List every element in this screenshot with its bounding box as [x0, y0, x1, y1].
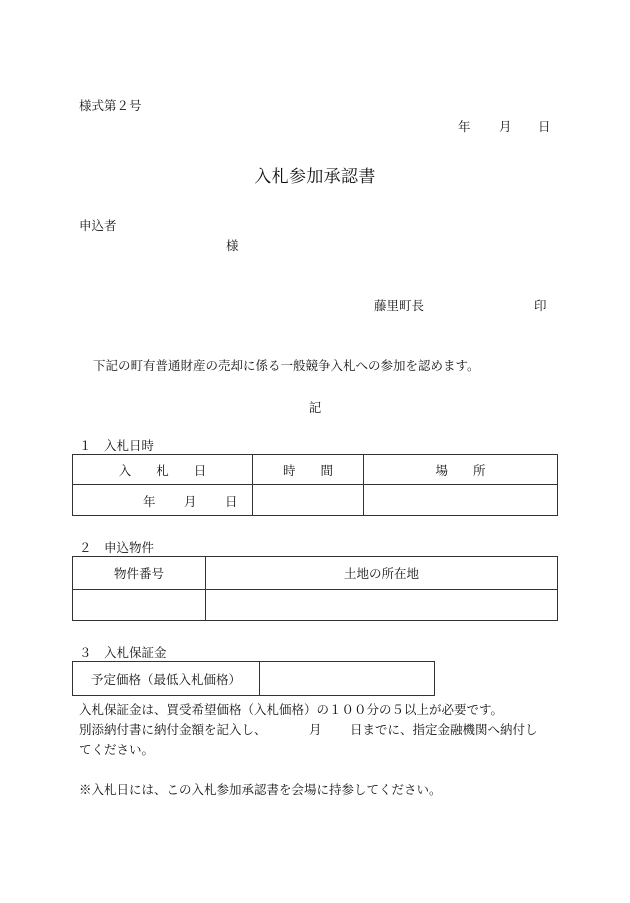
- issuer-name: 藤里町長: [374, 298, 425, 313]
- date-month-label: 月: [499, 119, 512, 134]
- deposit-note-month: 月: [309, 722, 322, 737]
- bid-schedule-table: [72, 454, 558, 516]
- date-day-label: 日: [538, 119, 551, 134]
- bid-date-month: 月: [184, 494, 197, 509]
- section2-heading: ２ 申込物件: [79, 540, 155, 555]
- section3-heading: ３ 入札保証金: [79, 645, 167, 660]
- header-time: 時 間: [253, 455, 364, 485]
- property-number-cell: [73, 590, 206, 621]
- place-cell: [364, 485, 558, 516]
- deposit-table: [72, 661, 435, 696]
- deposit-note-line2-start: 別添納付書に納付金額を記入し、: [79, 722, 267, 737]
- body-text: 下記の町有普通財産の売却に係る一般競争入札への参加を認めます。: [93, 358, 480, 373]
- footer-note: ※入札日には、この入札参加承認書を会場に持参してください。: [79, 782, 442, 797]
- planned-price-value: [260, 662, 435, 696]
- document-title: 入札参加承認書: [254, 167, 376, 187]
- section1-heading: １ 入札日時: [79, 438, 155, 453]
- deposit-note-line2: [79, 720, 559, 736]
- deposit-note-line2-end: 日までに、指定金融機関へ納付し: [350, 722, 538, 737]
- header-property-number: 物件番号: [73, 557, 206, 590]
- header-place: 場 所: [364, 455, 558, 485]
- date-line: [458, 117, 550, 133]
- land-location-cell: [206, 590, 558, 621]
- applicant-honorific: 様: [226, 238, 239, 253]
- bid-date-year: 年: [143, 494, 156, 509]
- property-table: [72, 556, 558, 621]
- seal-mark: 印: [534, 298, 547, 313]
- bid-date-day: 日: [225, 494, 238, 509]
- ki-mark: 記: [308, 400, 322, 415]
- deposit-note-line3: てください。: [79, 742, 155, 757]
- header-bid-date: 入 札 日: [73, 455, 253, 485]
- applicant-label: 申込者: [79, 218, 117, 233]
- date-year-label: 年: [458, 119, 471, 134]
- planned-price-label: 予定価格（最低入札価格）: [73, 662, 260, 696]
- form-number: 様式第２号: [79, 98, 142, 113]
- time-cell: [253, 485, 364, 516]
- header-land-location: 土地の所在地: [206, 557, 558, 590]
- bid-date-cell: [73, 485, 253, 516]
- deposit-note-line1: 入札保証金は、買受希望価格（入札価格）の１００分の５以上が必要です。: [79, 702, 504, 717]
